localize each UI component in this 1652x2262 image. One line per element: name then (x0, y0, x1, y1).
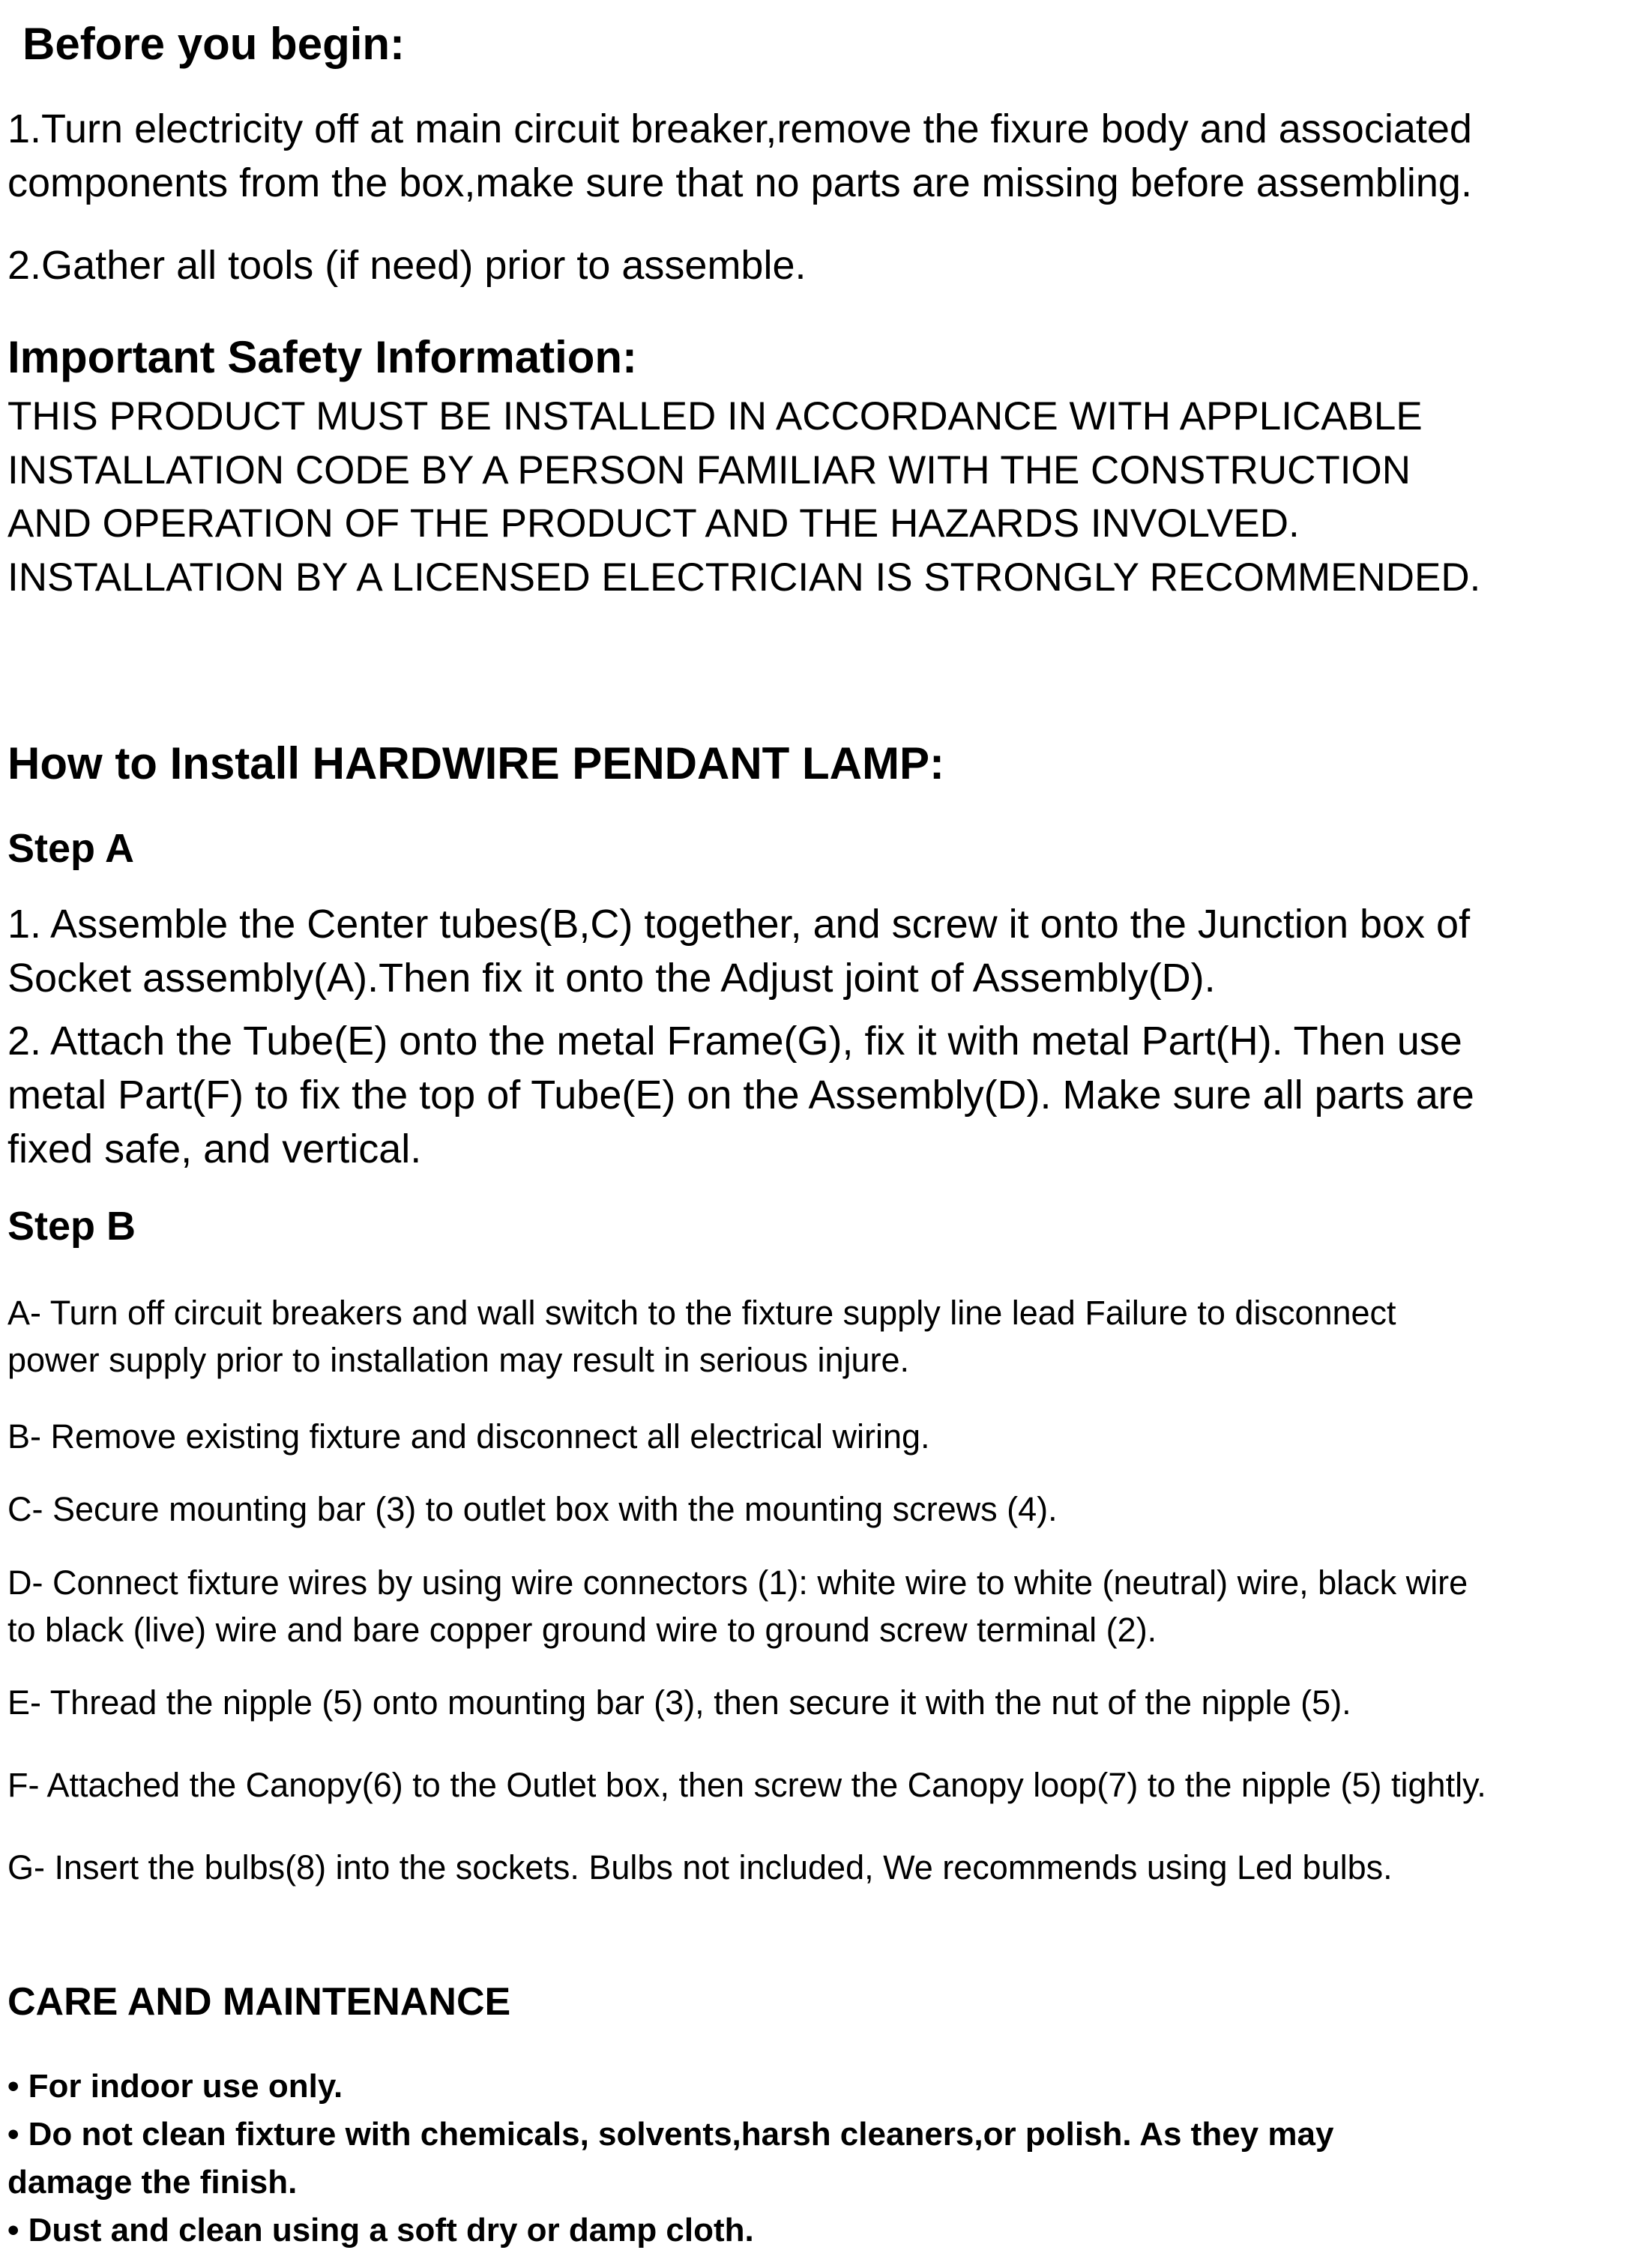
step-b-item-d: D- Connect fixture wires by using wire connectors (1): white wire to white (neutral) wire, black wire to black (live) wire and bare copper ground wire to ground screw terminal (2). (7, 1563, 1468, 1649)
step-a-heading: Step A (7, 826, 135, 871)
safety-heading: Important Safety Information: (7, 332, 638, 382)
step-b-item-b: B- Remove existing fixture and disconnect all electrical wiring. (7, 1417, 930, 1456)
step-b-item-a: A- Turn off circuit breakers and wall switch to the fixture supply line lead Failure to disconnect power supply prior to installation may result in serious injure. (7, 1294, 1396, 1379)
before-item-2: 2.Gather all tools (if need) prior to assemble. (7, 243, 807, 288)
step-b-item-e: E- Thread the nipple (5) onto mounting bar (3), then secure it with the nut of the nipple (5). (7, 1683, 1351, 1722)
step-b-item-c: C- Secure mounting bar (3) to outlet box with the mounting screws (4). (7, 1490, 1058, 1528)
step-b-item-g: G- Insert the bulbs(8) into the sockets. Bulbs not included, We recommends using Led bulbs. (7, 1848, 1393, 1886)
before-you-begin-heading: Before you begin: (22, 19, 406, 69)
care-item-2: • Do not clean fixture with chemicals, solvents,harsh cleaners,or polish. As they may damage the finish. (7, 2116, 1334, 2201)
before-item-1: 1.Turn electricity off at main circuit breaker,remove the fixure body and associated components from the box,make sure that no parts are missing before assembling. (7, 106, 1472, 205)
step-b-item-f: F- Attached the Canopy(6) to the Outlet box, then screw the Canopy loop(7) to the nipple (5) tightly. (7, 1766, 1486, 1804)
care-item-1: • For indoor use only. (7, 2068, 343, 2105)
step-b-heading: Step B (7, 1204, 136, 1249)
care-heading: CARE AND MAINTENANCE (7, 1980, 511, 2024)
care-item-3: • Dust and clean using a soft dry or damp cloth. (7, 2212, 754, 2249)
step-a-item-2: 2. Attach the Tube(E) onto the metal Frame(G), fix it with metal Part(H). Then use metal Part(F) to fix the top of Tube(E) on the Assembly(D). Make sure all parts are fixed safe, and vertical. (7, 1019, 1474, 1171)
install-heading: How to Install HARDWIRE PENDANT LAMP: (7, 738, 944, 788)
step-a-item-1: 1. Assemble the Center tubes(B,C) together, and screw it onto the Junction box of Socket assembly(A).Then fix it onto the Adjust joint of Assembly(D). (7, 902, 1471, 1001)
safety-text: THIS PRODUCT MUST BE INSTALLED IN ACCORDANCE WITH APPLICABLE INSTALLATION CODE BY A PERSON FAMILIAR WITH THE CONSTRUCTION AND OPERATION OF THE PRODUCT AND THE HAZARDS INVOLVED. INSTALLATION BY A LICENSED ELECTRICIAN IS STRONGLY RECOMMENDED. (7, 394, 1481, 600)
